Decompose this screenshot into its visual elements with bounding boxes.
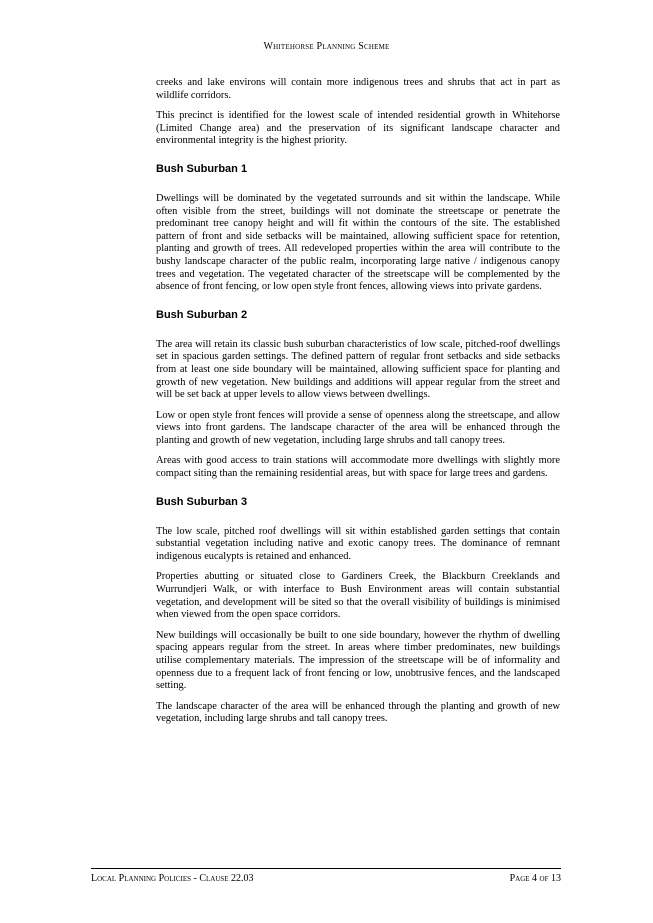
bush-suburban-3-paragraph-4: The landscape character of the area will be enhanced through the planting and growth of new vegetation, including large shrubs and tall canopy trees. — [156, 700, 560, 725]
page-header: Whitehorse Planning Scheme — [263, 41, 390, 52]
intro-paragraph-1: creeks and lake environs will contain more indigenous trees and shrubs that act in part as wildlife corridors. — [156, 77, 560, 101]
section-heading-bush-suburban-3: Bush Suburban 3 — [156, 495, 248, 508]
intro-paragraph-2: This precinct is identified for the lowest scale of intended residential growth in Whitehorse (Limited Change area) and the preservation of its significant landscape character and environmental integrity is the highest priority. — [156, 110, 560, 147]
section-heading-bush-suburban-2: Bush Suburban 2 — [156, 308, 248, 321]
bush-suburban-2-paragraph-2: Low or open style front fences will provide a sense of openness along the streetscape, and allow views into front gardens. The landscape character of the area will be enhanced through the planting and growth of new vegetation, including large shrubs and tall canopy trees. — [156, 409, 560, 446]
footer-divider — [91, 868, 561, 869]
bush-suburban-2-paragraph-3: Areas with good access to train stations will accommodate more dwellings with slightly more compact siting than the remaining residential areas, but with space for large trees and gardens. — [156, 455, 560, 480]
footer-clause-label: Local Planning Policies - Clause 22.03 — [91, 873, 254, 884]
bush-suburban-3-paragraph-3: New buildings will occasionally be built to one side boundary, however the rhythm of dwelling spacing appears regular from the street. In areas where timber predominates, new buildings utilise complementary materials. The impression of the streetscape will be of informality and openness due to a frequent lack of front fencing or low, unobtrusive fences, and the landscaped setting. — [156, 629, 560, 692]
bush-suburban-2-paragraph-1: The area will retain its classic bush suburban characteristics of low scale, pitched-roof dwellings set in spacious garden settings. The defined pattern of regular front setbacks and side setbacks from at least one side boundary will be maintained, allowing sufficient space for planting and growth of new vegetation. New buildings and additions will appear regular from the street and will be set back at upper levels to allow views between dwellings. — [156, 338, 560, 401]
section-heading-bush-suburban-1: Bush Suburban 1 — [156, 162, 248, 175]
bush-suburban-1-paragraph-1: Dwellings will be dominated by the vegetated surrounds and sit within the landscape. While often visible from the street, buildings will not dominate the streetscape or penetrate the predominant tree canopy height and will fit within the contours of the site. The established pattern of front and side setbacks will be maintained, allowing sufficient space for retention, planting and growth of trees. All redeveloped properties within the area will contribute to the bushy landscape character of the public realm, incorporating large native / indigenous canopy trees and vegetation. The vegetated character of the streetscape will be complemented by the absence of front fencing, or low open style front fences, allowing views into private gardens. — [156, 192, 560, 293]
bush-suburban-3-paragraph-2: Properties abutting or situated close to Gardiners Creek, the Blackburn Creeklands and Wurrundjeri Walk, or with interface to Bush Environment areas will contain substantial vegetation, and development will be sited so that the overall visibility of buildings is minimised when viewed from the open space corridors. — [156, 571, 560, 621]
footer-page-number: Page 4 of 13 — [509, 873, 561, 884]
page-content — [156, 77, 560, 734]
bush-suburban-3-paragraph-1: The low scale, pitched roof dwellings will sit within established garden settings that contain substantial vegetation including native and exotic canopy trees. The dominance of remnant indigenous eucalypts is retained and enhanced. — [156, 525, 560, 562]
